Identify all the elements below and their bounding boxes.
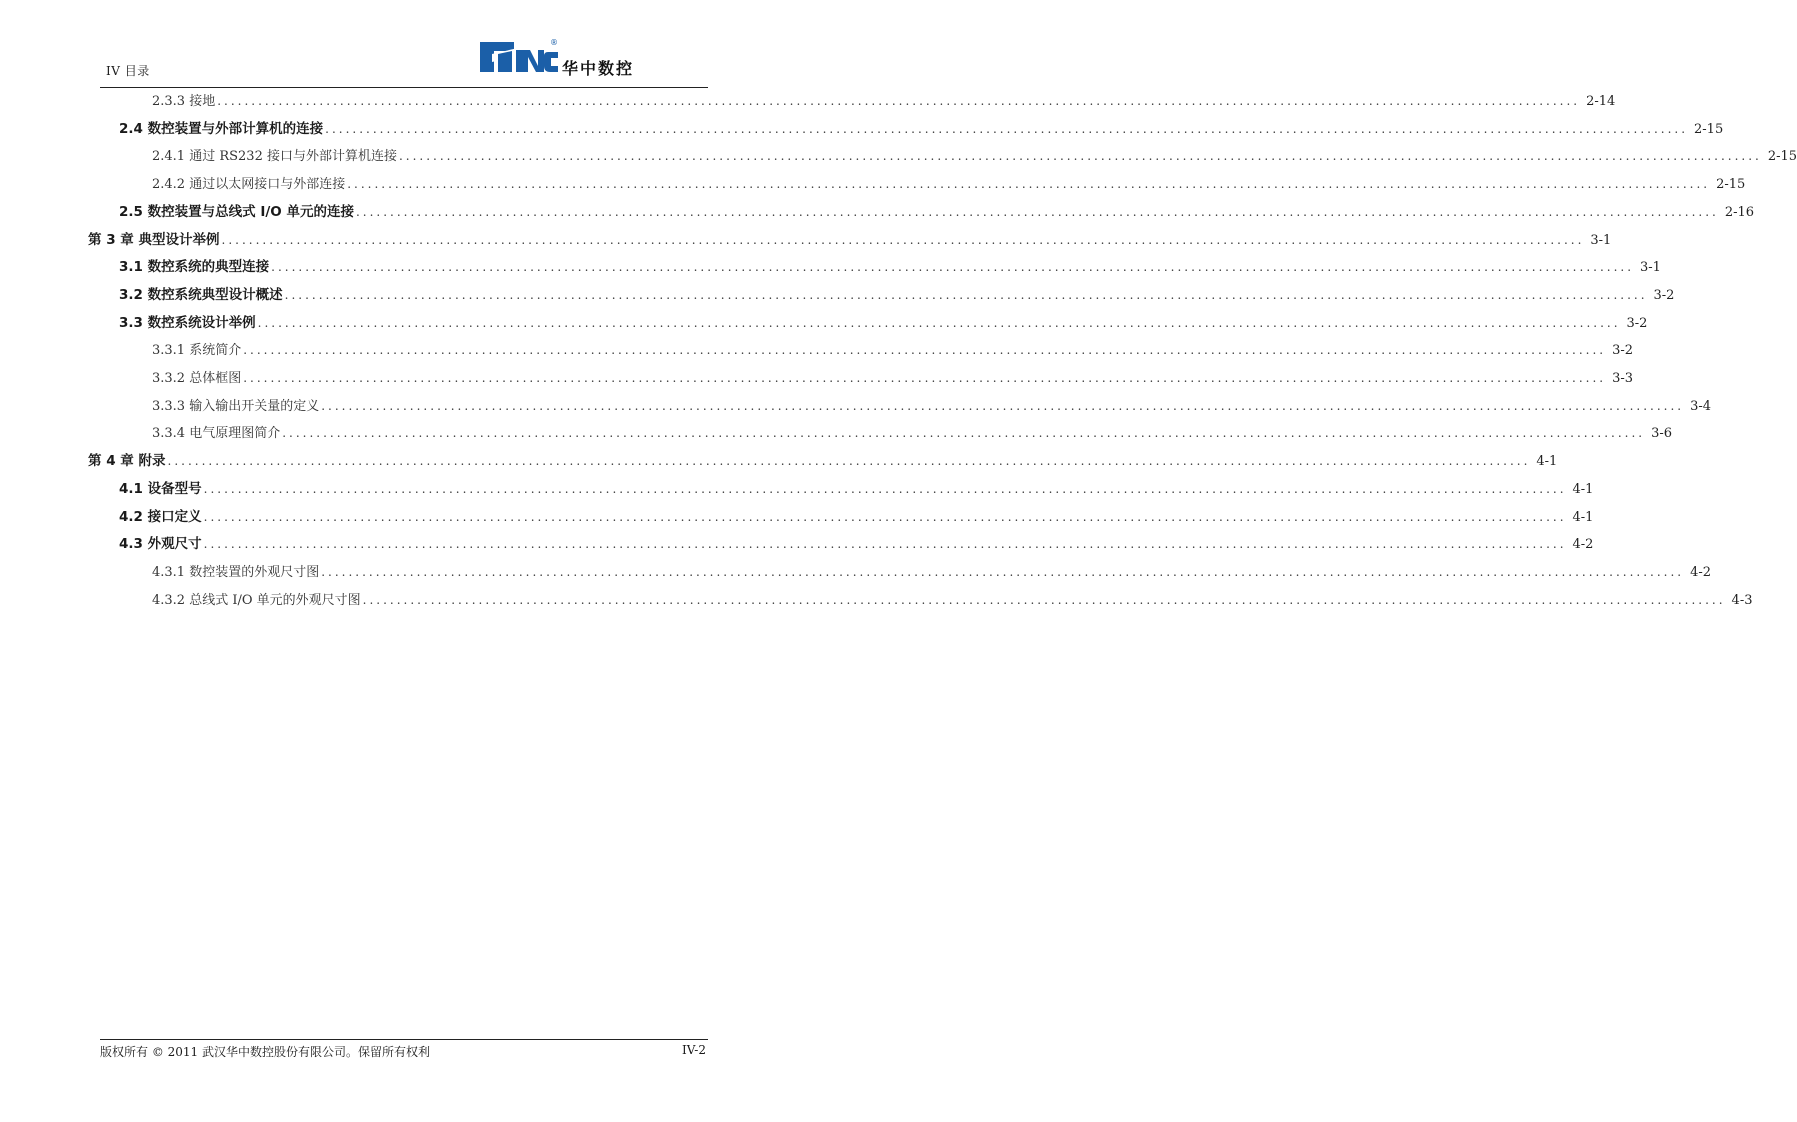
toc-entry-page: 3-3 bbox=[1612, 371, 1634, 386]
toc-entry-label: 4.2 接口定义 bbox=[119, 508, 202, 525]
toc-leader-dots: ........................................................................................................................................................................................................ bbox=[271, 260, 1635, 275]
toc-entry-label: 2.5 数控装置与总线式 I/O 单元的连接 bbox=[119, 203, 354, 220]
toc-entry[interactable] bbox=[119, 311, 1648, 335]
toc-leader-dots: ........................................................................................................................................................................................................ bbox=[167, 454, 1531, 469]
toc-leader-dots: ........................................................................................................................................................................................................ bbox=[203, 537, 1567, 552]
toc-entry[interactable] bbox=[152, 560, 1712, 584]
toc-entry[interactable] bbox=[119, 117, 1724, 141]
toc-leader-dots: ........................................................................................................................................................................................................ bbox=[284, 287, 1648, 302]
toc-entry-page: 2-16 bbox=[1724, 204, 1755, 220]
footer-page-number: IV-2 bbox=[682, 1043, 706, 1057]
toc-entry-label: 4.1 设备型号 bbox=[119, 480, 202, 497]
toc-entry-page: 2-15 bbox=[1767, 149, 1797, 165]
toc-entry[interactable] bbox=[152, 394, 1712, 418]
toc-entry-label: 2.4.1 通过 RS232 接口与外部计算机连接 bbox=[152, 149, 397, 165]
toc-entry[interactable] bbox=[152, 89, 1616, 113]
toc-entry-page: 2-14 bbox=[1586, 94, 1616, 109]
toc-entry-page: 3-2 bbox=[1612, 343, 1634, 359]
toc-entry-page: 4-2 bbox=[1572, 537, 1594, 553]
toc-entry-label: 3.3 数控系统设计举例 bbox=[119, 314, 256, 331]
toc-entry-label: 2.4 数控装置与外部计算机的连接 bbox=[119, 120, 324, 137]
toc-entry-page: 2-15 bbox=[1716, 177, 1746, 193]
hnc-logo-icon bbox=[478, 40, 560, 74]
registered-mark: ® bbox=[550, 38, 558, 47]
company-name: 华中数控 bbox=[562, 59, 635, 78]
toc-leader-dots: ........................................................................................................................................................................................................ bbox=[203, 481, 1567, 496]
toc-entry-label: 2.4.2 通过以太网接口与外部连接 bbox=[152, 177, 346, 193]
toc-entry-page: 4-1 bbox=[1572, 509, 1594, 525]
toc-entry[interactable] bbox=[119, 477, 1594, 501]
toc-entry-label: 3.3.2 总体框图 bbox=[152, 371, 242, 386]
toc-entry-label: 4.3.1 数控装置的外观尺寸图 bbox=[152, 564, 320, 580]
footer-divider bbox=[100, 1039, 708, 1040]
toc-entry-label: 3.3.1 系统简介 bbox=[152, 343, 242, 359]
toc-leader-dots: ........................................................................................................................................................................................................ bbox=[362, 592, 1726, 607]
toc-entry-label: 4.3 外观尺寸 bbox=[119, 536, 202, 553]
header-divider bbox=[100, 87, 708, 88]
toc-leader-dots: ........................................................................................................................................................................................................ bbox=[398, 149, 1762, 164]
toc-leader-dots: ........................................................................................................................................................................................................ bbox=[355, 204, 1719, 219]
footer-copyright: 版权所有 © 2011 武汉华中数控股份有限公司。保留所有权利 bbox=[100, 1045, 430, 1059]
toc-entry-page: 3-1 bbox=[1590, 232, 1612, 248]
toc-entry-page: 3-4 bbox=[1690, 398, 1712, 414]
toc-entry-page: 4-1 bbox=[1572, 481, 1594, 497]
toc-entry-page: 3-1 bbox=[1640, 260, 1661, 276]
toc-entry[interactable] bbox=[152, 366, 1634, 390]
toc-entry-label: 3.3.4 电气原理图简介 bbox=[152, 426, 281, 442]
toc-entry[interactable] bbox=[88, 228, 1612, 252]
toc-entry-label: 3.3.3 输入输出开关量的定义 bbox=[152, 398, 320, 414]
toc-leader-dots: ........................................................................................................................................................................................................ bbox=[217, 94, 1581, 108]
toc-entry-page: 2-15 bbox=[1694, 121, 1724, 137]
toc-leader-dots: ........................................................................................................................................................................................................ bbox=[325, 121, 1689, 136]
toc-entry[interactable] bbox=[119, 505, 1594, 529]
toc-entry[interactable] bbox=[152, 421, 1673, 445]
toc-entry-page: 3-6 bbox=[1651, 426, 1673, 442]
header-section-title: IV 目录 bbox=[106, 64, 150, 78]
toc-leader-dots: ........................................................................................................................................................................................................ bbox=[221, 232, 1585, 247]
toc-entry[interactable] bbox=[152, 338, 1634, 362]
toc-entry-page: 4-2 bbox=[1690, 564, 1712, 580]
toc-entry[interactable] bbox=[119, 200, 1755, 224]
toc-entry-page: 3-2 bbox=[1626, 315, 1648, 331]
toc-leader-dots: ........................................................................................................................................................................................................ bbox=[257, 315, 1621, 330]
toc-leader-dots: ........................................................................................................................................................................................................ bbox=[203, 509, 1567, 524]
company-logo bbox=[478, 40, 678, 80]
toc-leader-dots: ........................................................................................................................................................................................................ bbox=[243, 343, 1607, 358]
toc-leader-dots: ........................................................................................................................................................................................................ bbox=[321, 564, 1685, 579]
toc-entry-label: 2.3.3 接地 bbox=[152, 94, 216, 109]
toc-entry-label: 3.2 数控系统典型设计概述 bbox=[119, 286, 283, 303]
toc-entry[interactable] bbox=[119, 283, 1675, 307]
toc-leader-dots: ........................................................................................................................................................................................................ bbox=[282, 426, 1646, 441]
toc-entry-page: 4-1 bbox=[1536, 454, 1558, 470]
toc-entry-label: 第 3 章 典型设计举例 bbox=[88, 231, 220, 248]
toc-entry[interactable] bbox=[88, 449, 1558, 473]
toc-entry[interactable] bbox=[119, 532, 1594, 556]
toc-entry[interactable] bbox=[152, 172, 1746, 196]
toc-leader-dots: ........................................................................................................................................................................................................ bbox=[321, 398, 1685, 413]
toc-leader-dots: ........................................................................................................................................................................................................ bbox=[347, 177, 1711, 192]
toc-entry-label: 第 4 章 附录 bbox=[88, 453, 166, 470]
toc-entry[interactable] bbox=[152, 588, 1753, 612]
toc-entry-label: 3.1 数控系统的典型连接 bbox=[119, 259, 270, 276]
toc-leader-dots: ........................................................................................................................................................................................................ bbox=[243, 371, 1607, 385]
toc-entry-label: 4.3.2 总线式 I/O 单元的外观尺寸图 bbox=[152, 592, 361, 608]
toc-entry[interactable] bbox=[152, 144, 1797, 168]
toc-entry[interactable] bbox=[119, 255, 1661, 279]
toc-entry-page: 4-3 bbox=[1731, 592, 1753, 608]
toc-entry-page: 3-2 bbox=[1653, 287, 1675, 303]
